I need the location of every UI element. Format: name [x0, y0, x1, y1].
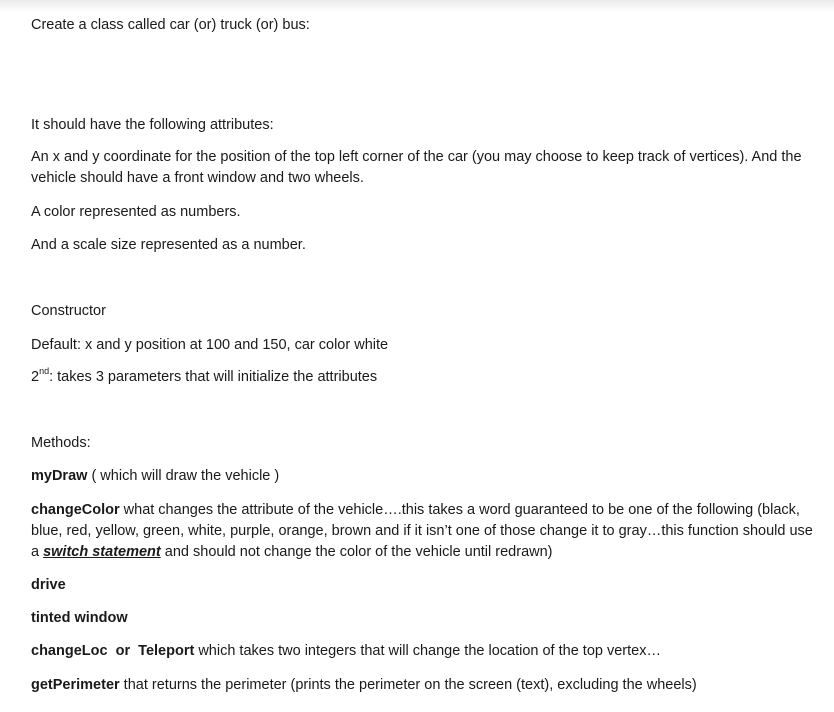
method-description: which takes two integers that will change the location of the top vertex…: [194, 643, 661, 659]
method-name: tinted window: [31, 610, 128, 626]
method-description: ( which will draw the vehicle ): [87, 468, 280, 484]
method-name: changeLoc: [31, 643, 108, 659]
method-name-alt: Teleport: [138, 643, 195, 659]
constructor-second: [31, 367, 377, 387]
method-description: what changes the attribute of the vehicle….this takes a word guaranteed to be one of the following (black, blue, red, yellow, green, white, purple, orange, brown and if it isn’t one of those change it to gray…this function should use a: [31, 502, 813, 560]
method-name: changeColor: [31, 502, 120, 518]
method-description: that returns the perimeter (prints the perimeter on the screen (text), excluding the wheels): [119, 677, 697, 693]
attribute-color: A color represented as numbers.: [31, 204, 241, 220]
method-drive: [31, 575, 66, 595]
constructor-title: Constructor: [31, 303, 106, 319]
method-name: getPerimeter: [31, 677, 120, 693]
methods-title: Methods:: [31, 435, 91, 451]
constructor-second-text: : takes 3 parameters that will initialize the attributes: [49, 369, 378, 385]
method-name: drive: [31, 577, 66, 593]
method-name: myDraw: [31, 468, 88, 484]
attributes-intro: It should have the following attributes:: [31, 117, 274, 133]
method-tinted-window: [31, 608, 128, 628]
attribute-position: An x and y coordinate for the position of the top left corner of the car (you may choose to keep track of vertices). And the vehicle should have a front window and two wheels.: [31, 149, 802, 186]
ordinal-suffix: nd: [39, 366, 50, 377]
method-or: or: [107, 643, 139, 659]
heading: Create a class called car (or) truck (or) bus:: [31, 17, 310, 33]
method-changecolor: [31, 500, 819, 563]
constructor-default: Default: x and y position at 100 and 150, car color white: [31, 337, 389, 353]
method-changeloc: [31, 641, 661, 661]
attribute-scale: And a scale size represented as a number.: [31, 237, 306, 253]
page-top-shadow: [0, 0, 834, 12]
method-mydraw: [31, 466, 279, 486]
method-getperimeter: [31, 675, 697, 695]
ordinal-number: 2: [31, 369, 40, 385]
method-description-continued: and should not change the color of the vehicle until redrawn): [160, 544, 553, 560]
emphasis-text: switch statement: [43, 544, 161, 560]
